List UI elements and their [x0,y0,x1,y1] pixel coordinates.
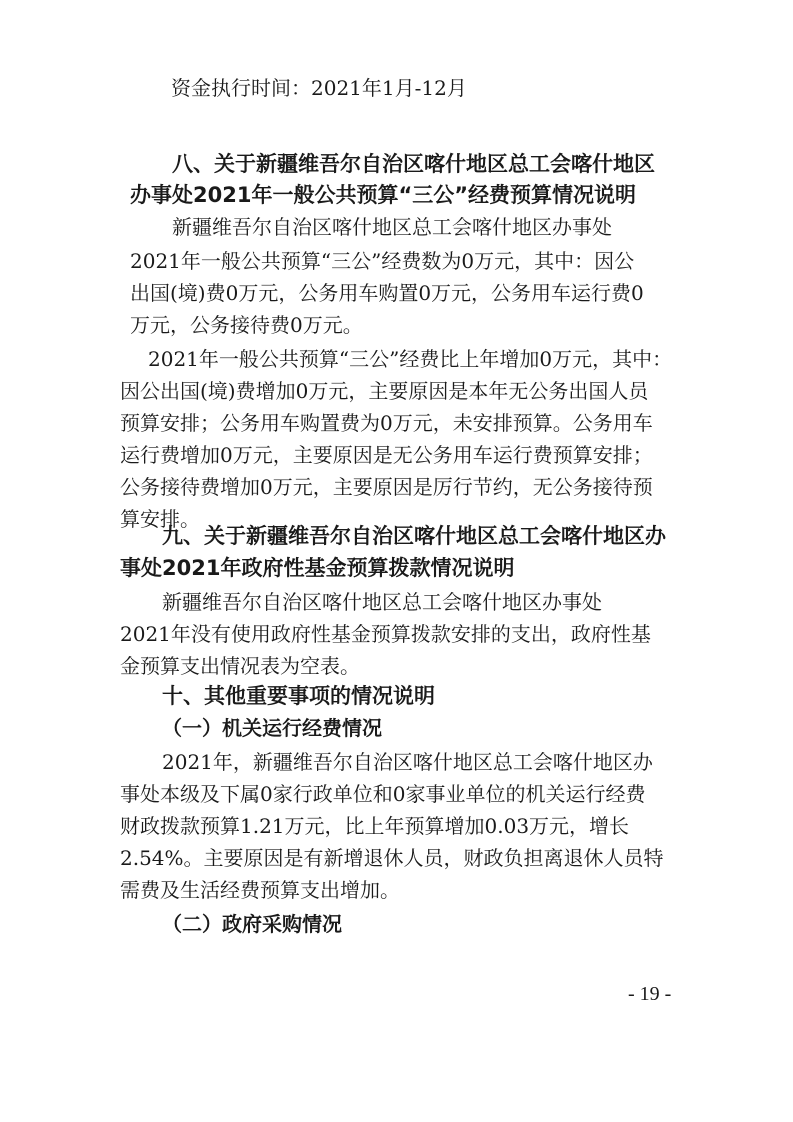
subsection-heading: （二）政府采购情况 [162,912,342,936]
paragraph-line: 2021年，新疆维吾尔自治区喀什地区总工会喀什地区办 [162,750,653,774]
paragraph-line: 万元，公务接待费0万元。 [130,313,363,337]
paragraph-line: 事处本级及下属0家行政单位和0家事业单位的机关运行经费 [120,782,646,806]
paragraph-line: 金预算支出情况表为空表。 [120,654,360,678]
paragraph-line: 财政拨款预算1.21万元，比上年预算增加0.03万元，增长 [120,814,630,838]
section-8-heading: 八、关于新疆维吾尔自治区喀什地区总工会喀什地区 [172,152,655,176]
paragraph-line: 预算安排；公务用车购置费为0万元，未安排预算。公务用车 [120,411,653,435]
subsection-heading: （一）机关运行经费情况 [162,716,382,740]
paragraph-line: 运行费增加0万元，主要原因是无公务用车运行费预算安排； [120,443,653,467]
paragraph-line: 因公出国(境)费增加0万元，主要原因是本年无公务出国人员 [120,379,649,403]
paragraph-line: 2021年没有使用政府性基金预算拨款安排的支出，政府性基 [120,622,651,646]
paragraph-line: 2.54%。主要原因是有新增退休人员，财政负担离退休人员特 [120,846,664,870]
paragraph-line: 需费及生活经费预算支出增加。 [120,878,400,902]
section-9-heading: 九、关于新疆维吾尔自治区喀什地区总工会喀什地区办 [162,524,666,548]
section-8-heading: 办事处2021年一般公共预算“三公”经费预算情况说明 [130,183,637,207]
paragraph-line: 新疆维吾尔自治区喀什地区总工会喀什地区办事处 [172,215,612,239]
paragraph-line: 出国(境)费0万元，公务用车购置0万元，公务用车运行费0 [130,281,644,305]
page-number: - 19 - [628,983,672,1005]
paragraph-line: 2021年一般公共预算“三公”经费数为0万元，其中：因公 [130,249,635,273]
paragraph-line: 新疆维吾尔自治区喀什地区总工会喀什地区办事处 [162,590,602,614]
section-9-heading: 事处2021年政府性基金预算拨款情况说明 [120,556,515,580]
fund-period-line: 资金执行时间：2021年1月-12月 [171,76,467,100]
paragraph-line: 算安排。 [120,507,200,531]
section-10-heading: 十、其他重要事项的情况说明 [162,684,435,708]
paragraph-line: 公务接待费增加0万元，主要原因是厉行节约，无公务接待预 [120,475,653,499]
paragraph-line: 2021年一般公共预算“三公”经费比上年增加0万元，其中： [148,347,673,371]
